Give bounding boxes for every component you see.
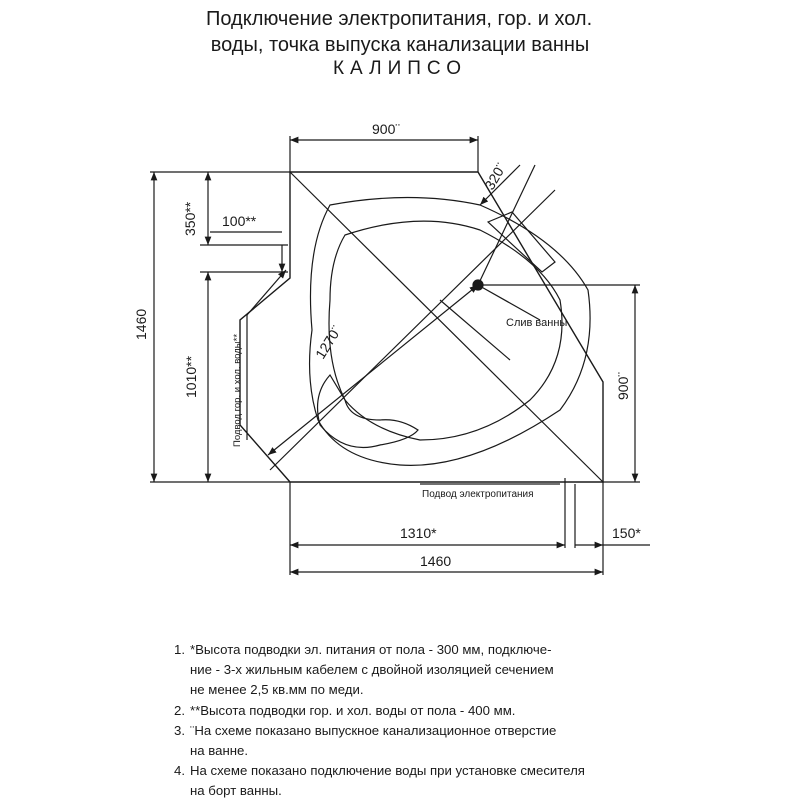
tub-seat: [318, 375, 418, 448]
dim-left-1010: 1010**: [183, 355, 199, 398]
title-product-name: КАЛИПСО: [332, 58, 468, 79]
title-line-2: воды, точка выпуска канализации ванны: [210, 34, 590, 56]
dim-bottom-1310: 1310*: [400, 525, 437, 541]
dim-diag-1270: 1270¨: [311, 322, 345, 362]
dim-left-350: 350**: [182, 201, 198, 236]
note-1: 1. *Высота подводки эл. питания от пола - 300 мм, подключе- ние - 3-х жильным кабелем с двойной изоляцией сечением не менее 2,5 кв.мм по меди.: [174, 642, 554, 698]
note-4: 4. На схеме показано подключение воды при установке смесителя на борт ванны.: [174, 763, 585, 799]
dim-bottom-150: 150*: [612, 525, 641, 541]
water-supply-label: Подвод гор. и хол. воды**: [232, 333, 243, 447]
notes-list: [174, 640, 794, 802]
dim-left-1460: 1460: [133, 308, 149, 340]
note-2: 2. **Высота подводки гор. и хол. воды от пола - 400 мм.: [174, 702, 516, 718]
dim-diag-320: 320¨: [481, 160, 510, 193]
dim-bottom-1460: 1460: [420, 553, 452, 569]
tub-inner-rim: [310, 198, 591, 466]
dim-right-900: 900¨: [615, 371, 631, 400]
power-supply-label: Подвод электропитания: [422, 489, 534, 500]
drain-label: Слив ванны: [506, 317, 568, 329]
dim-left-100: 100**: [222, 213, 257, 229]
note-3: 3. ¨На схеме показано выпускное канализационное отверстие на ванне.: [174, 722, 557, 759]
dim-top-900: 900¨: [372, 121, 401, 137]
title-line-1: Подключение электропитания, гор. и хол.: [206, 8, 593, 30]
